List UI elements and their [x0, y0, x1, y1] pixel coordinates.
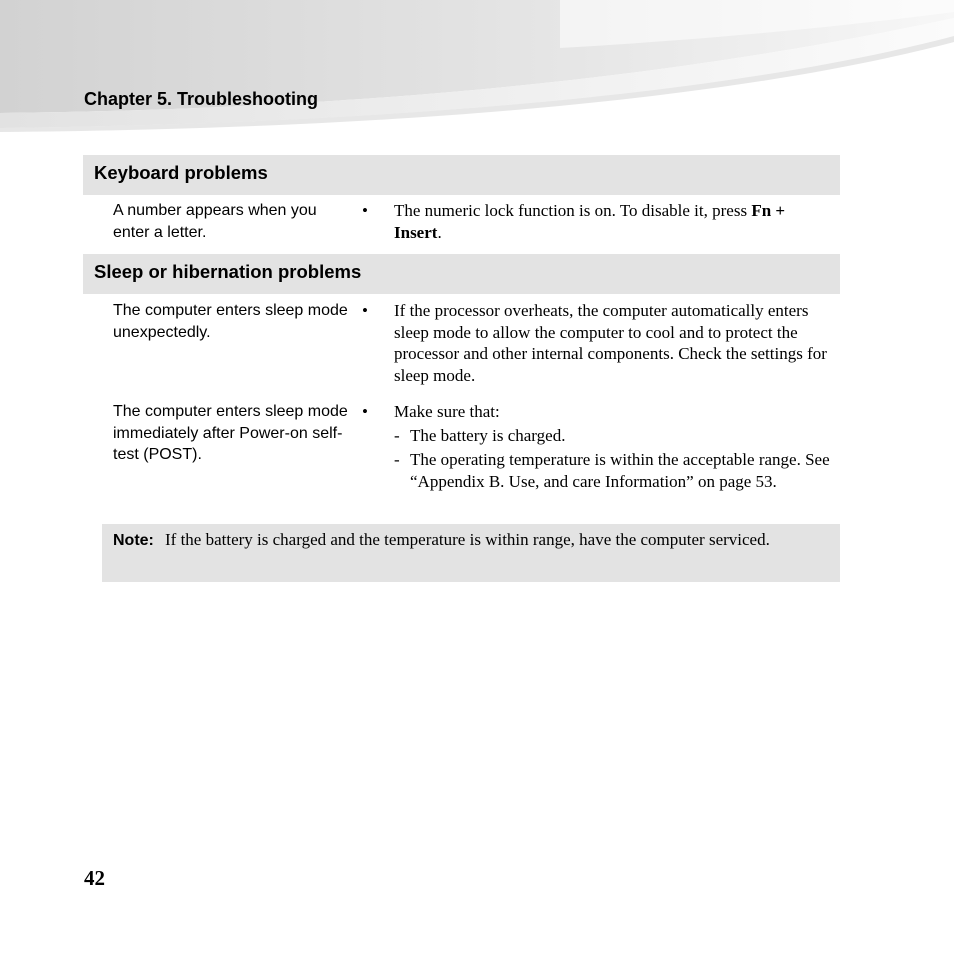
- dash: -: [394, 450, 400, 469]
- symptom-sleep-unexpectedly: The computer enters sleep mode unexpectedly.: [113, 302, 348, 341]
- bullet: •: [362, 201, 368, 220]
- symptom-number-appears: A number appears when you enter a letter.: [113, 202, 317, 241]
- section-header-keyboard: [83, 155, 840, 195]
- page-number: 42: [84, 866, 105, 890]
- solution-make-sure: Make sure that:: [394, 402, 500, 421]
- section-title-sleep: Sleep or hibernation problems: [94, 261, 362, 282]
- bullet: •: [362, 301, 368, 320]
- section-title-keyboard: Keyboard problems: [94, 162, 268, 183]
- note-box: [102, 524, 840, 582]
- note-label: Note:: [113, 532, 154, 549]
- symptom-sleep-after-post: The computer enters sleep mode immediately after Power-on self-test (POST).: [113, 403, 348, 463]
- list-item-battery-charged: [394, 425, 834, 447]
- note-text: If the battery is charged and the temperature is within range, have the computer serviced.: [165, 530, 770, 549]
- solution-end: .: [437, 222, 442, 242]
- header-swoosh-graphic: [0, 0, 954, 135]
- list-item-text: The battery is charged.: [410, 426, 566, 445]
- list-item-text: The operating temperature is within the acceptable range. See “Appendix B. Use, and care Information” on page 53.: [410, 450, 830, 491]
- bullet: •: [362, 402, 368, 421]
- dash: -: [394, 426, 400, 445]
- key-combo: Fn + Insert: [394, 201, 786, 242]
- solution-processor-overheats: If the processor overheats, the computer automatically enters sleep mode to allow the computer to cool and to protect the processor and other internal components. Check the settings for sleep mode.: [394, 301, 827, 385]
- solution-numeric-lock: [394, 200, 834, 243]
- section-header-sleep: [83, 254, 840, 294]
- list-item-temperature: [394, 449, 834, 492]
- chapter-title: Chapter 5. Troubleshooting: [84, 89, 319, 109]
- solution-text: The numeric lock function is on. To disable it, press: [394, 201, 752, 220]
